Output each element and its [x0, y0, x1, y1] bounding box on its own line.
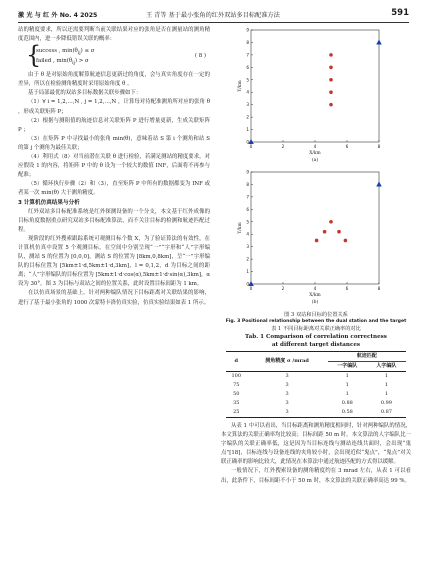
y-tick-label: 2: [246, 114, 249, 120]
equation-number: ( 8 ): [194, 53, 206, 60]
column-header: 航迹匹配: [328, 352, 406, 362]
x-tick-label: 6: [345, 286, 349, 291]
target-point: [344, 239, 348, 243]
panel-label: (a): [311, 158, 319, 163]
paragraph: 现阶段的红外搜索跟踪系统可观测目标个数 X，为了验证算法的有效性，在计算机仿真中设置 5 个观测目标，在空间中分别呈现“一”“字形和“人”字形编队，测站 S 的位置为 [0,0,0]，测站 S 的位置为 [8km,0,8km]，呈“一”字形编队的目标位置为 [5km±1·d,5km±1·d,3km]，l = 0,1,2，d 为目标之间的距离；“人”字形编队的目标位置为 [5km±1·d·cos(α),5km±1·d·sin(α),3km]，α 设为 30°。图 3 为目标与双站之间的位置关系，此时设置目标间距为 1 km。: [18, 235, 210, 288]
target-point: [329, 103, 333, 107]
station-point: [376, 39, 382, 44]
y-tick-label: 0: [246, 281, 249, 287]
y-tick-label: 4: [246, 231, 249, 237]
x-tick-label: 4: [313, 144, 317, 149]
table-row: 35 3 0.88 0.99: [233, 400, 392, 406]
figure-caption: 图 3 双站和目标的位置关系: [284, 312, 348, 318]
column-header: 人字编队: [376, 363, 397, 369]
column-header: 一字编队: [337, 363, 358, 369]
section-heading: 3 计算机仿真结果与分析: [18, 199, 80, 206]
y-axis-label: Y/km: [238, 80, 243, 92]
target-point: [315, 239, 319, 243]
paragraph: 由于 θ 是对原始角度解算航迹信息更新过的角度，会与真实角度存在一定的差异，所以在检验测角精度时采用原始角度 θ 。: [18, 72, 210, 88]
list-item: （5）循环执行步骤（2）和（3），直至矩阵 P 中所有的数据都变为 INF 或者某一次 min(θ) 大于测角精度。: [18, 181, 210, 197]
station-point: [248, 281, 254, 286]
y-tick-label: 4: [246, 89, 249, 95]
y-tick-label: 1: [246, 269, 249, 275]
table-row: 50 3 1 1: [233, 391, 388, 397]
running-title: 王 青等 基于最小张角的红外双站多目标配准方法: [146, 12, 280, 19]
figure-caption-en: Fig. 3 Positional relationship between the dual station and the target: [225, 319, 407, 324]
figure-3-plots: [221, 26, 411, 312]
plot-frame: [251, 172, 379, 284]
y-tick-label: 3: [246, 244, 249, 250]
right-column: [221, 26, 411, 486]
station-point: [376, 181, 382, 186]
y-tick-label: 7: [246, 194, 249, 200]
target-point: [329, 78, 333, 82]
x-tick-label: 6: [345, 144, 349, 149]
plot-b: [238, 170, 382, 306]
paragraph: 从表 1 中可以看出，当目标距离和测角精度相同时，针对两种编队的情况，本文算法的关联正确率均比较高；目标间距 50 m 时，本文算法的人字编队比一字编队的关联正确率低，这是因为当目标连线与测站连线共面时，会出现“鬼点”[18]，目标连线与设备连线的夹角较小时，会出现近似“鬼点”，“鬼点”对关联正确率的影响比较大，此情况在本算法中通过航迹匹配的方式得以缓解。: [221, 423, 411, 466]
list-item: （2）根据与测阻值的航迹信息对关联矩阵 P 进行增量更新，生成关联矩阵 P ；: [18, 117, 210, 133]
journal-name: 激 光 与 红 外 No. 4 2025: [18, 12, 98, 19]
target-point: [329, 220, 333, 224]
page-header: [18, 8, 409, 22]
y-tick-label: 8: [246, 181, 249, 187]
table-row: 75 3 1 1: [233, 382, 388, 388]
y-tick-label: 8: [246, 39, 249, 45]
paragraph: 基于局部最优的双站多目标数据关联步骤如下：: [28, 90, 142, 97]
y-tick-label: 6: [246, 64, 249, 70]
x-tick-label: 8: [377, 144, 381, 149]
column-header: d: [226, 352, 247, 372]
x-tick-label: 0: [249, 286, 253, 291]
station-point: [248, 139, 254, 144]
x-tick-label: 8: [377, 286, 381, 291]
y-tick-label: 7: [246, 52, 249, 58]
list-item: （1）∀ i = 1,2,…,N , j = 1,2,…,N ，计算每对待配准测角所对应的张角 θ ，形成关联矩阵 P；: [18, 99, 210, 115]
figure-3: [221, 26, 411, 312]
equation-8: [18, 41, 210, 70]
list-item: （4）利用式（8）对当前潜在关联 θ 进行检验，若满足测站的精度要求，对应假设 1 的内容，将矩阵 P 中的 θ 设为一个较大的数值 INF，后面将不再参与配准；: [18, 154, 210, 179]
target-point: [329, 66, 333, 70]
paragraph: 红外双站多目标配准系统是红外探测设备的一个分支，本文基于红外成像的目标角度数据重点研究双站多目标配准算法，而不关注目标的检测和航迹匹配过程。: [18, 208, 210, 233]
page-number: 591: [391, 8, 409, 18]
y-tick-label: 1: [246, 127, 249, 133]
table-caption-en: Tab. 1 Comparison of correlation correctness: [245, 334, 387, 340]
panel-label: (b): [311, 300, 319, 305]
results-table: [226, 351, 406, 418]
target-point: [329, 90, 333, 94]
left-column: [18, 26, 210, 308]
paragraph: 一般情况下，红外搜索设备的测角精度约在 3 mrad 左右，从表 1 可以看出，此条件下，目标间距不小于 50 m 时，本文算法的关联正确率高达 99 %。: [221, 468, 411, 484]
y-tick-label: 9: [246, 169, 249, 175]
y-tick-label: 5: [246, 77, 249, 83]
y-tick-label: 3: [246, 102, 249, 108]
target-point: [337, 230, 341, 234]
equation-line: success , $\min(\theta_{ij}) \le \sigma$: [36, 48, 95, 57]
x-tick-label: 2: [281, 286, 285, 291]
list-item: （3）在矩阵 P 中寻找最小的张角 min(θ)，意味着站 S 第 i 个测角和站 S 的第 j 个测角为最佳关联；: [18, 135, 210, 151]
plot-frame: [251, 30, 379, 142]
paragraph: 站的精度要求，所以还需要判断当前关联结果对应的张角是否在测量站的测角精度范围内，进一步降低错误关联的概率：: [18, 27, 210, 43]
column-header: 测角精度 σ /mrad: [247, 352, 328, 372]
header-rule: [18, 22, 409, 23]
y-tick-label: 9: [246, 27, 249, 33]
x-tick-label: 0: [249, 144, 253, 149]
table-row: 25 3 0.58 0.87: [226, 408, 406, 418]
y-tick-label: 5: [246, 219, 249, 225]
brace-glyph: {: [26, 41, 42, 70]
x-tick-label: 2: [281, 144, 285, 149]
y-tick-label: 0: [246, 139, 249, 145]
table-row: 100 3 1 1: [231, 373, 388, 379]
target-point: [329, 53, 333, 57]
table-caption-en: at different target distances: [271, 342, 361, 348]
y-tick-label: 6: [246, 206, 249, 212]
target-point: [323, 230, 327, 234]
plot-a: [238, 28, 382, 164]
x-tick-label: 4: [313, 286, 317, 291]
y-axis-label: Y/km: [238, 222, 243, 234]
paragraph: 在以仿真场景的基础上，针对两种编队情况下目标距离对关联结果的影响，进行了基于最小张角的 1000 次蒙特卡洛仿真实验，仿真实验结果如表 1 所示。: [18, 290, 210, 306]
x-axis-label: X/km: [309, 293, 321, 298]
x-axis-label: X/km: [309, 151, 321, 156]
y-tick-label: 2: [246, 256, 249, 262]
table-caption: 表 1 不同目标距离对关联正确率的对比: [271, 326, 361, 332]
equation-line: failed , $\min(\theta_{ij}) > \sigma$: [36, 58, 89, 67]
